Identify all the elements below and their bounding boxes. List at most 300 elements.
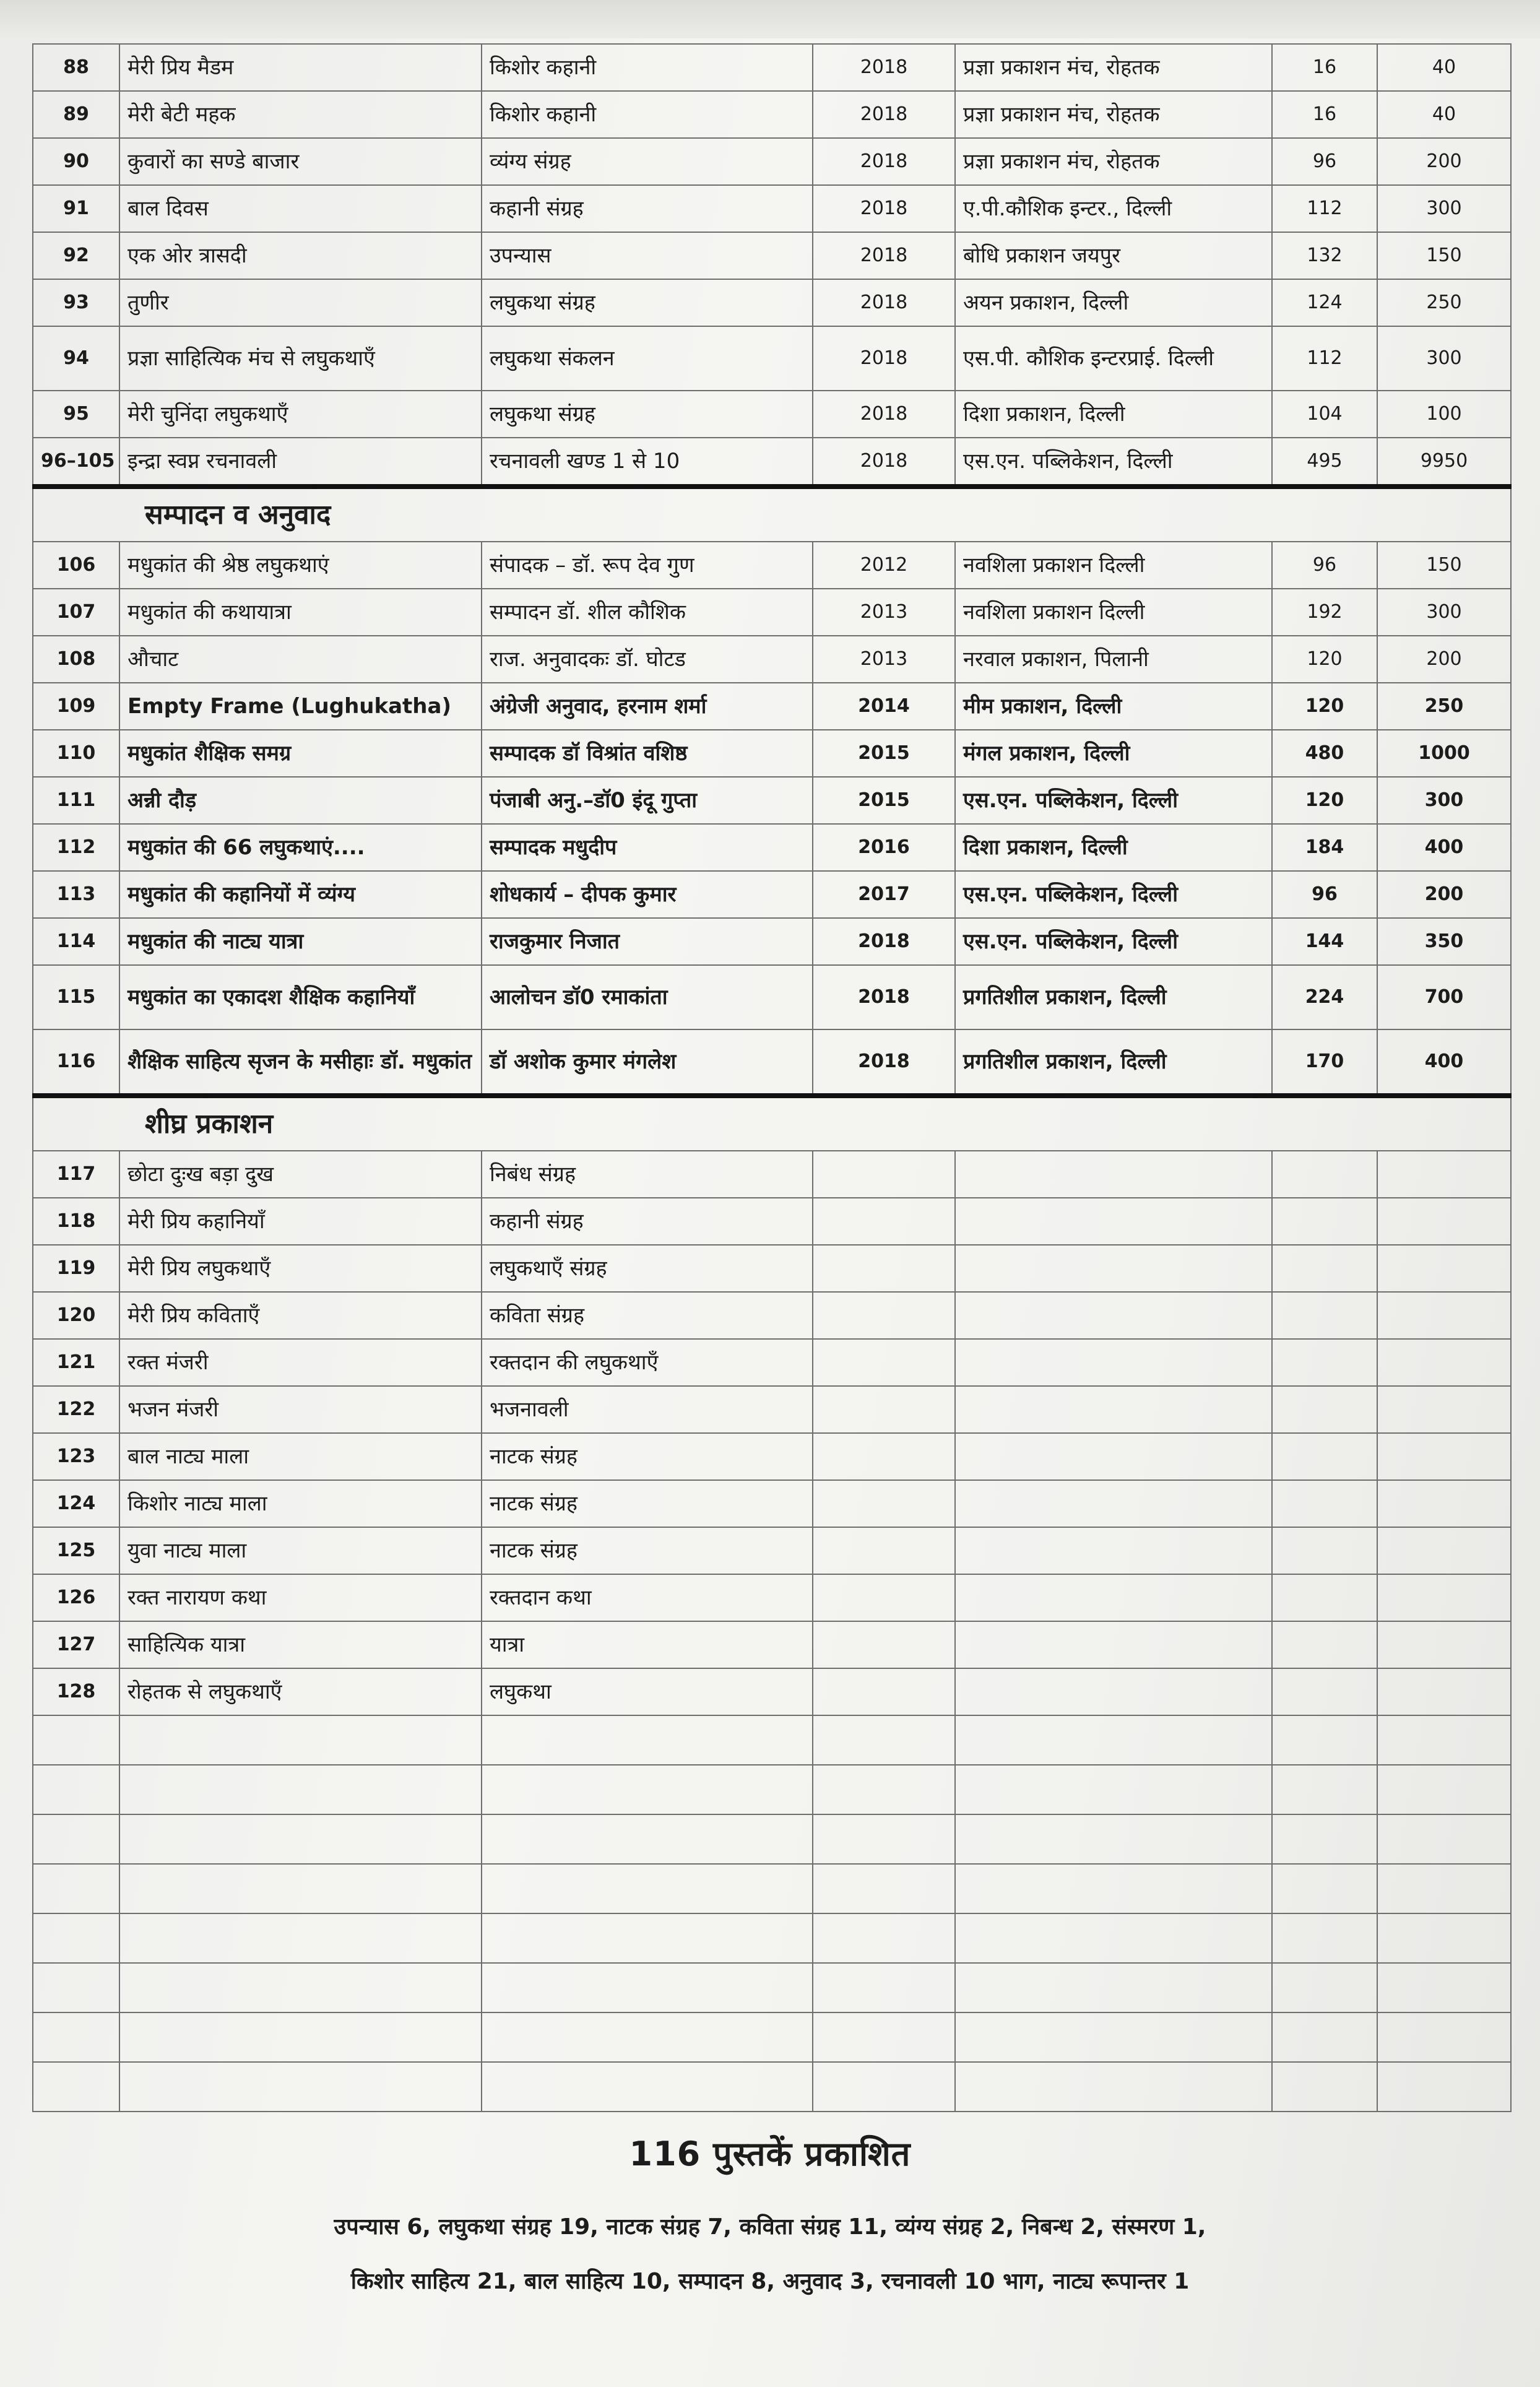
- book-title: भजन मंजरी: [119, 1386, 482, 1433]
- page-count: 96: [1272, 542, 1377, 589]
- price: [1377, 1198, 1511, 1245]
- page-count: 16: [1272, 44, 1377, 91]
- publication-year: [813, 1151, 955, 1198]
- serial-number: 122: [33, 1386, 119, 1433]
- publication-year: [813, 1245, 955, 1292]
- summary-block: [0, 2129, 1540, 2321]
- publication-year: 2018: [813, 965, 955, 1029]
- publication-year: 2015: [813, 777, 955, 824]
- table-row: [33, 542, 1511, 589]
- price: [1377, 1151, 1511, 1198]
- page-count: 480: [1272, 730, 1377, 777]
- table-row: [33, 1151, 1511, 1198]
- book-title: किशोर नाट्य माला: [119, 1480, 482, 1527]
- table-row: [33, 965, 1511, 1029]
- publication-year: [813, 1668, 955, 1715]
- table-row: [33, 918, 1511, 965]
- book-title: एक ओर त्रासदी: [119, 232, 482, 279]
- book-genre: राजकुमार निजात: [482, 918, 813, 965]
- serial-number: 89: [33, 91, 119, 138]
- publication-year: 2018: [813, 44, 955, 91]
- book-genre: पंजाबी अनु.–डॉ0 इंदू गुप्ता: [482, 777, 813, 824]
- empty-cell: [955, 1864, 1272, 1913]
- publication-year: 2015: [813, 730, 955, 777]
- book-title: इन्द्रा स्वप्न रचनावली: [119, 438, 482, 487]
- serial-number: 115: [33, 965, 119, 1029]
- book-title: मधुकांत की 66 लघुकथाएं....: [119, 824, 482, 871]
- price: 1000: [1377, 730, 1511, 777]
- empty-cell: [482, 1913, 813, 1963]
- page-count: [1272, 1292, 1377, 1339]
- book-title: मधुकांत का एकादश शैक्षिक कहानियाँ: [119, 965, 482, 1029]
- publisher: दिशा प्रकाशन, दिल्ली: [955, 824, 1272, 871]
- price: 200: [1377, 636, 1511, 683]
- empty-cell: [482, 1963, 813, 2012]
- page-count: 192: [1272, 589, 1377, 636]
- published-books-rows: [33, 44, 1511, 487]
- serial-number: 119: [33, 1245, 119, 1292]
- price: 250: [1377, 683, 1511, 730]
- price: 40: [1377, 44, 1511, 91]
- table-row: [33, 391, 1511, 438]
- publisher: प्रगतिशील प्रकाशन, दिल्ली: [955, 1029, 1272, 1096]
- serial-number: 112: [33, 824, 119, 871]
- table-row: [33, 730, 1511, 777]
- price: [1377, 1668, 1511, 1715]
- empty-row: [33, 1814, 1511, 1864]
- price: 300: [1377, 777, 1511, 824]
- book-title: रक्त मंजरी: [119, 1339, 482, 1386]
- publication-year: [813, 1574, 955, 1621]
- empty-cell: [482, 1715, 813, 1765]
- book-genre: व्यंग्य संग्रह: [482, 138, 813, 185]
- empty-cell: [1377, 2062, 1511, 2112]
- publisher: प्रज्ञा प्रकाशन मंच, रोहतक: [955, 44, 1272, 91]
- serial-number: 125: [33, 1527, 119, 1574]
- book-genre: भजनावली: [482, 1386, 813, 1433]
- table-row: [33, 1339, 1511, 1386]
- serial-number: 94: [33, 326, 119, 391]
- empty-cell: [119, 1715, 482, 1765]
- publication-year: 2018: [813, 391, 955, 438]
- empty-cell: [119, 2062, 482, 2112]
- serial-number: 109: [33, 683, 119, 730]
- price: 9950: [1377, 438, 1511, 487]
- publication-year: [813, 1339, 955, 1386]
- table-row: [33, 138, 1511, 185]
- book-genre: लघुकथा संग्रह: [482, 279, 813, 326]
- empty-cell: [1377, 1765, 1511, 1814]
- book-genre: कहानी संग्रह: [482, 1198, 813, 1245]
- page-count: [1272, 1245, 1377, 1292]
- publisher: नरवाल प्रकाशन, पिलानी: [955, 636, 1272, 683]
- empty-cell: [1272, 1765, 1377, 1814]
- empty-cell: [119, 1913, 482, 1963]
- serial-number: 95: [33, 391, 119, 438]
- empty-cell: [119, 1765, 482, 1814]
- publisher: प्रज्ञा प्रकाशन मंच, रोहतक: [955, 138, 1272, 185]
- page-count: [1272, 1433, 1377, 1480]
- publisher: दिशा प्रकाशन, दिल्ली: [955, 391, 1272, 438]
- publisher: [955, 1574, 1272, 1621]
- empty-cell: [482, 2012, 813, 2062]
- page-count: [1272, 1151, 1377, 1198]
- publication-year: 2018: [813, 138, 955, 185]
- publisher: प्रगतिशील प्रकाशन, दिल्ली: [955, 965, 1272, 1029]
- book-title: बाल नाट्य माला: [119, 1433, 482, 1480]
- price: 200: [1377, 871, 1511, 918]
- book-title: तुणीर: [119, 279, 482, 326]
- serial-number: 128: [33, 1668, 119, 1715]
- price: 400: [1377, 1029, 1511, 1096]
- publication-year: [813, 1292, 955, 1339]
- price: 150: [1377, 542, 1511, 589]
- publisher: [955, 1480, 1272, 1527]
- editing-translation-rows: [33, 542, 1511, 1096]
- publication-year: [813, 1386, 955, 1433]
- empty-cell: [482, 1814, 813, 1864]
- publisher: [955, 1527, 1272, 1574]
- publisher: [955, 1668, 1272, 1715]
- empty-cell: [482, 1765, 813, 1814]
- book-title: अन्नी दौड़: [119, 777, 482, 824]
- book-title: प्रज्ञा साहित्यिक मंच से लघुकथाएँ: [119, 326, 482, 391]
- book-title: शैक्षिक साहित्य सृजन के मसीहाः डॉ. मधुकांत: [119, 1029, 482, 1096]
- book-genre: यात्रा: [482, 1621, 813, 1668]
- book-title: मेरी प्रिय कविताएँ: [119, 1292, 482, 1339]
- price: 100: [1377, 391, 1511, 438]
- table-row: [33, 1198, 1511, 1245]
- table-row: [33, 1668, 1511, 1715]
- price: 40: [1377, 91, 1511, 138]
- publication-year: [813, 1480, 955, 1527]
- price: 350: [1377, 918, 1511, 965]
- book-genre: डॉ अशोक कुमार मंगलेश: [482, 1029, 813, 1096]
- empty-cell: [1272, 1715, 1377, 1765]
- publisher: [955, 1198, 1272, 1245]
- empty-row: [33, 1715, 1511, 1765]
- page-count: 96: [1272, 871, 1377, 918]
- book-genre: लघुकथा संग्रह: [482, 391, 813, 438]
- table-row: [33, 1292, 1511, 1339]
- publisher: एस.एन. पब्लिकेशन, दिल्ली: [955, 438, 1272, 487]
- book-genre: लघुकथा संकलन: [482, 326, 813, 391]
- book-title: रोहतक से लघुकथाएँ: [119, 1668, 482, 1715]
- publication-year: 2018: [813, 438, 955, 487]
- publication-year: 2018: [813, 91, 955, 138]
- book-genre: संपादक – डॉ. रूप देव गुण: [482, 542, 813, 589]
- empty-cell: [813, 1913, 955, 1963]
- empty-cell: [955, 2012, 1272, 2062]
- publication-year: 2017: [813, 871, 955, 918]
- summary-total: 116 पुस्तकें प्रकाशित: [629, 2134, 911, 2173]
- table-row: [33, 185, 1511, 232]
- empty-cell: [33, 2012, 119, 2062]
- book-genre: लघुकथा: [482, 1668, 813, 1715]
- publication-year: 2018: [813, 918, 955, 965]
- book-genre: रक्तदान कथा: [482, 1574, 813, 1621]
- page-count: 16: [1272, 91, 1377, 138]
- serial-number: 127: [33, 1621, 119, 1668]
- publisher: [955, 1386, 1272, 1433]
- publication-year: 2013: [813, 636, 955, 683]
- publication-year: 2013: [813, 589, 955, 636]
- publisher: नवशिला प्रकाशन दिल्ली: [955, 589, 1272, 636]
- price: 200: [1377, 138, 1511, 185]
- publication-year: 2018: [813, 279, 955, 326]
- book-genre: कविता संग्रह: [482, 1292, 813, 1339]
- table-row: [33, 91, 1511, 138]
- empty-cell: [119, 1864, 482, 1913]
- publisher: ए.पी.कौशिक इन्टर., दिल्ली: [955, 185, 1272, 232]
- page-count: 495: [1272, 438, 1377, 487]
- summary-line-categories: किशोर साहित्य 21, बाल साहित्य 10, सम्पादन 8, अनुवाद 3, रचनावली 10 भाग, नाट्य रूपान्तर 1: [350, 2269, 1190, 2294]
- empty-cell: [1272, 2062, 1377, 2112]
- price: 300: [1377, 326, 1511, 391]
- publication-year: [813, 1621, 955, 1668]
- section-row: [33, 487, 1511, 542]
- book-genre: राज. अनुवादकः डॉ. घोटड: [482, 636, 813, 683]
- empty-row: [33, 1913, 1511, 1963]
- empty-cell: [33, 1963, 119, 2012]
- book-title: छोटा दुःख बड़ा दुख: [119, 1151, 482, 1198]
- book-genre: किशोर कहानी: [482, 44, 813, 91]
- book-genre: नाटक संग्रह: [482, 1527, 813, 1574]
- page-count: 120: [1272, 636, 1377, 683]
- empty-row: [33, 2012, 1511, 2062]
- page-count: 224: [1272, 965, 1377, 1029]
- table-row: [33, 1527, 1511, 1574]
- empty-cell: [33, 2062, 119, 2112]
- book-genre: शोधकार्य – दीपक कुमार: [482, 871, 813, 918]
- empty-cell: [1272, 1814, 1377, 1864]
- publisher: मंगल प्रकाशन, दिल्ली: [955, 730, 1272, 777]
- publisher: मीम प्रकाशन, दिल्ली: [955, 683, 1272, 730]
- empty-cell: [1272, 1913, 1377, 1963]
- empty-cell: [33, 1913, 119, 1963]
- table-row: [33, 871, 1511, 918]
- book-title: औचाट: [119, 636, 482, 683]
- publisher: [955, 1245, 1272, 1292]
- book-genre: रक्तदान की लघुकथाएँ: [482, 1339, 813, 1386]
- serial-number: 111: [33, 777, 119, 824]
- book-title: कुवारों का सण्डे बाजार: [119, 138, 482, 185]
- serial-number: 117: [33, 1151, 119, 1198]
- table-row: [33, 279, 1511, 326]
- price: [1377, 1386, 1511, 1433]
- price: [1377, 1621, 1511, 1668]
- publisher: एस.एन. पब्लिकेशन, दिल्ली: [955, 871, 1272, 918]
- publisher: एस.पी. कौशिक इन्टरप्राई. दिल्ली: [955, 326, 1272, 391]
- page-count: 120: [1272, 683, 1377, 730]
- page-count: [1272, 1198, 1377, 1245]
- publication-year: 2018: [813, 232, 955, 279]
- editing-section: [33, 487, 1511, 542]
- empty-cell: [955, 1913, 1272, 1963]
- section-title-editing: सम्पादन व अनुवाद: [33, 487, 1511, 542]
- empty-cell: [813, 1715, 955, 1765]
- serial-number: 93: [33, 279, 119, 326]
- publisher: एस.एन. पब्लिकेशन, दिल्ली: [955, 918, 1272, 965]
- empty-cell: [119, 1963, 482, 2012]
- book-genre: सम्पादन डॉ. शील कौशिक: [482, 589, 813, 636]
- table-row: [33, 326, 1511, 391]
- empty-cell: [955, 1715, 1272, 1765]
- table-row: [33, 44, 1511, 91]
- book-title: बाल दिवस: [119, 185, 482, 232]
- publisher: अयन प्रकाशन, दिल्ली: [955, 279, 1272, 326]
- publication-year: [813, 1433, 955, 1480]
- cropped-top-margin: [0, 0, 1540, 38]
- publisher: एस.एन. पब्लिकेशन, दिल्ली: [955, 777, 1272, 824]
- publication-year: 2018: [813, 326, 955, 391]
- price: 300: [1377, 589, 1511, 636]
- page-count: [1272, 1339, 1377, 1386]
- empty-row: [33, 2062, 1511, 2112]
- publication-year: 2018: [813, 185, 955, 232]
- publication-year: 2016: [813, 824, 955, 871]
- publication-year: 2014: [813, 683, 955, 730]
- summary-line-genres: उपन्यास 6, लघुकथा संग्रह 19, नाटक संग्रह 7, कविता संग्रह 11, व्यंग्य संग्रह 2, निबन्ध 2, संस्मरण 1,: [334, 2214, 1206, 2240]
- serial-number: 114: [33, 918, 119, 965]
- empty-row: [33, 1864, 1511, 1913]
- table-row: [33, 589, 1511, 636]
- book-genre: आलोचन डॉ0 रमाकांता: [482, 965, 813, 1029]
- price: [1377, 1245, 1511, 1292]
- table-row: [33, 1029, 1511, 1096]
- publication-year: [813, 1198, 955, 1245]
- empty-cell: [1272, 2012, 1377, 2062]
- empty-cell: [482, 1864, 813, 1913]
- price: [1377, 1292, 1511, 1339]
- table-row: [33, 636, 1511, 683]
- book-title: मधुकांत की नाट्य यात्रा: [119, 918, 482, 965]
- book-genre: लघुकथाएँ संग्रह: [482, 1245, 813, 1292]
- book-genre: उपन्यास: [482, 232, 813, 279]
- publisher: [955, 1151, 1272, 1198]
- empty-cell: [1377, 1814, 1511, 1864]
- page-count: [1272, 1386, 1377, 1433]
- page-count: 184: [1272, 824, 1377, 871]
- table-row: [33, 438, 1511, 487]
- price: [1377, 1527, 1511, 1574]
- page-count: [1272, 1668, 1377, 1715]
- book-title: साहित्यिक यात्रा: [119, 1621, 482, 1668]
- empty-cell: [1377, 1913, 1511, 1963]
- publication-year: 2018: [813, 1029, 955, 1096]
- empty-cell: [1272, 1864, 1377, 1913]
- page-count: 170: [1272, 1029, 1377, 1096]
- publisher: [955, 1433, 1272, 1480]
- book-title: मधुकांत की कथायात्रा: [119, 589, 482, 636]
- page-count: 96: [1272, 138, 1377, 185]
- page-count: 144: [1272, 918, 1377, 965]
- table-row: [33, 1621, 1511, 1668]
- empty-cell: [813, 2012, 955, 2062]
- publisher: बोधि प्रकाशन जयपुर: [955, 232, 1272, 279]
- empty-cell: [955, 1963, 1272, 2012]
- serial-number: 92: [33, 232, 119, 279]
- page-count: [1272, 1480, 1377, 1527]
- book-genre: निबंध संग्रह: [482, 1151, 813, 1198]
- empty-cell: [1377, 1963, 1511, 2012]
- book-genre: कहानी संग्रह: [482, 185, 813, 232]
- table-row: [33, 683, 1511, 730]
- empty-cell: [33, 1715, 119, 1765]
- empty-cell: [955, 2062, 1272, 2112]
- price: [1377, 1339, 1511, 1386]
- empty-cell: [813, 1864, 955, 1913]
- book-title: मधुकांत की श्रेष्ठ लघुकथाएं: [119, 542, 482, 589]
- table-row: [33, 824, 1511, 871]
- serial-number: 124: [33, 1480, 119, 1527]
- empty-cell: [482, 2062, 813, 2112]
- book-title: मधुकांत की कहानियों में व्यंग्य: [119, 871, 482, 918]
- empty-cell: [813, 1814, 955, 1864]
- serial-number: 120: [33, 1292, 119, 1339]
- book-title: मेरी बेटी महक: [119, 91, 482, 138]
- book-title: मेरी चुनिंदा लघुकथाएँ: [119, 391, 482, 438]
- serial-number: 126: [33, 1574, 119, 1621]
- book-genre: किशोर कहानी: [482, 91, 813, 138]
- table-row: [33, 1386, 1511, 1433]
- empty-cell: [119, 1814, 482, 1864]
- book-genre: नाटक संग्रह: [482, 1480, 813, 1527]
- serial-number: 88: [33, 44, 119, 91]
- publisher: नवशिला प्रकाशन दिल्ली: [955, 542, 1272, 589]
- price: [1377, 1574, 1511, 1621]
- empty-cell: [955, 1814, 1272, 1864]
- page-count: [1272, 1574, 1377, 1621]
- serial-number: 116: [33, 1029, 119, 1096]
- table-row: [33, 1245, 1511, 1292]
- serial-number: 113: [33, 871, 119, 918]
- empty-cell: [955, 1765, 1272, 1814]
- blank-rows: [33, 1715, 1511, 2112]
- publisher: [955, 1339, 1272, 1386]
- serial-number: 110: [33, 730, 119, 777]
- page-count: [1272, 1527, 1377, 1574]
- serial-number: 106: [33, 542, 119, 589]
- serial-number: 107: [33, 589, 119, 636]
- book-title: युवा नाट्य माला: [119, 1527, 482, 1574]
- table-row: [33, 1574, 1511, 1621]
- book-title: Empty Frame (Lughukatha): [119, 683, 482, 730]
- serial-number: 108: [33, 636, 119, 683]
- section-title-upcoming: शीघ्र प्रकाशन: [33, 1096, 1511, 1151]
- book-genre: सम्पादक मधुदीप: [482, 824, 813, 871]
- price: 400: [1377, 824, 1511, 871]
- price: [1377, 1480, 1511, 1527]
- serial-number: 90: [33, 138, 119, 185]
- serial-number: 96–105: [33, 438, 119, 487]
- empty-cell: [1272, 1963, 1377, 2012]
- book-title: मेरी प्रिय कहानियाँ: [119, 1198, 482, 1245]
- empty-cell: [1377, 2012, 1511, 2062]
- price: 150: [1377, 232, 1511, 279]
- publisher: [955, 1292, 1272, 1339]
- book-genre: रचनावली खण्ड 1 से 10: [482, 438, 813, 487]
- empty-cell: [813, 2062, 955, 2112]
- page-count: 132: [1272, 232, 1377, 279]
- serial-number: 118: [33, 1198, 119, 1245]
- price: 250: [1377, 279, 1511, 326]
- book-genre: सम्पादक डॉ विश्रांत वशिष्ठ: [482, 730, 813, 777]
- table-row: [33, 777, 1511, 824]
- book-title: मेरी प्रिय लघुकथाएँ: [119, 1245, 482, 1292]
- table-row: [33, 1480, 1511, 1527]
- price: [1377, 1433, 1511, 1480]
